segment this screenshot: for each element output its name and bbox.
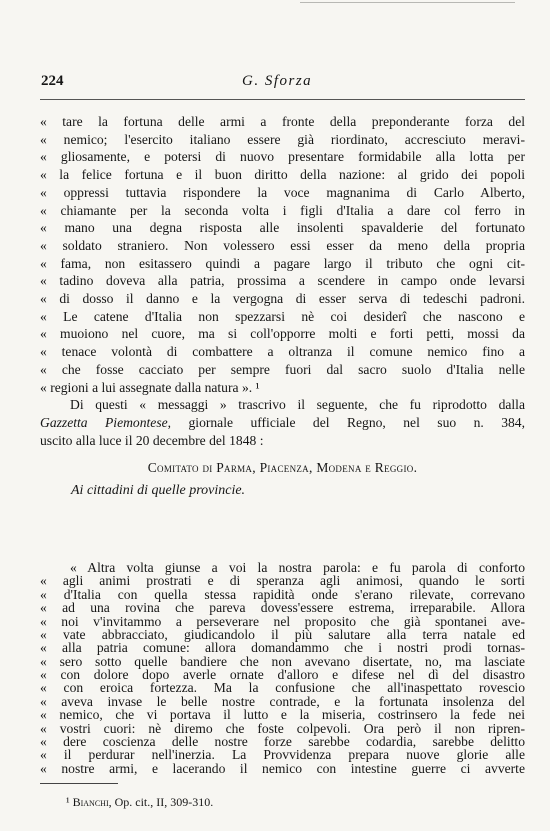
proclamation-line: « nemico, che vi portava il lutto e la miseria, costrinsero la fede nei: [40, 707, 525, 723]
proclamation-line: « d'Italia con quella stessa rapidità onde s'erano rilevate, correvano: [40, 586, 525, 602]
proclamation-line: « con eroica fortezza. Ma la confusione che all'inaspettato rovescio: [40, 680, 525, 696]
quote-line: « la felice fortuna e il buon diritto della nazione: al grido dei popoli: [40, 167, 525, 183]
top-edge-rule: [300, 2, 515, 3]
quote-line: « soldato straniero. Non volessero essi esser da meno della propria: [40, 237, 525, 253]
proclamation-line: « noi v'invitammo a perseverare nel proposito che già spontanei ave-: [40, 613, 525, 629]
proclamation-line: « con dolore dopo averle ornate d'alloro e difese nel dì del disastro: [40, 667, 525, 682]
footnote-citation: , Op. cit., II, 309-310.: [108, 795, 214, 809]
quote-line: « regioni a lui assegnate dalla natura ». ¹: [40, 379, 260, 395]
proclamation-line: « alla patria comune: allora domandammo che i nostri prodi tornas-: [40, 640, 525, 656]
page-number: 224: [41, 73, 64, 89]
proclamation-line: « nostre armi, e lacerando il nemico con intestine guerre ci avverte: [40, 760, 525, 776]
quote-line: « che fosse cacciato per sempre fuori dal sacro suolo d'Italia nelle: [40, 361, 525, 377]
intro-line-2: [40, 414, 525, 432]
proclamation-line: « vate abbracciato, giudicandolo il più salutare alla terra natale ed: [40, 626, 525, 642]
addressee: Ai cittadini di quelle provincie.: [71, 483, 246, 499]
proclamation-line: « Altra volta giunse a voi la nostra parola: e fu parola di conforto: [70, 560, 525, 575]
proclamation-line: « vostri cuori: nè diremo che foste colpevoli. Ora però il non ripren-: [40, 720, 525, 736]
quote-line: « oppressi tuttavia rispondere la voce magnanima di Carlo Alberto,: [40, 184, 525, 200]
proclamation-line: « sero sotto quelle bandiere che non avevano disertate, no, ma lasciate: [40, 653, 525, 669]
quote-line: « tadino doveva alla patria, prossima a scendere in campo onde levarsi: [40, 273, 525, 289]
quote-line: « fama, non esitassero quindi a pagare largo il tributo che ogni cit-: [40, 255, 525, 271]
section-title: Comitato di Parma, Piacenza, Modena e Reggio.: [147, 460, 418, 476]
quote-line: « tare la fortuna delle armi a fronte della preponderante forza del: [40, 114, 525, 129]
quote-line: « mano una degna risposta alle insolenti spavalderie del fortunato: [40, 220, 525, 236]
proclamation-line: « il perdurar nell'inerzia. La Provvidenza prepara nuove glorie alle: [40, 747, 525, 763]
proclamation-line: « aveva invase le belle nostre contrade, e la fortunata insolenza del: [40, 693, 525, 709]
footnote: [66, 795, 213, 810]
quote-line: « gliosamente, e potersi di nuovo presentare formidabile alla lotta per: [40, 149, 525, 165]
quote-line: « di dosso il danno e la vergogna di esser serva di tedeschi padroni.: [40, 291, 525, 306]
footnote-author: Bianchi: [72, 795, 109, 809]
quote-line: « nemico; l'esercito italiano essere già riordinato, accresciuto meravi-: [40, 131, 525, 147]
proclamation-line: « agli animi prostrati e di speranza agli animosi, quando le sorti: [40, 573, 525, 589]
intro-line: uscito alla luce il 20 decembre del 1848 :: [40, 432, 264, 448]
newspaper-title: Gazzetta Piemontese: [40, 414, 168, 430]
footnote-marker: ¹: [66, 795, 70, 809]
footnote-rule: [40, 783, 118, 784]
intro-line: Di questi « messaggi » trascrivo il seguente, che fu riprodotto dalla: [70, 397, 525, 413]
quote-line: « chiamante per la seconda volta i figli d'Italia a dare col ferro in: [40, 202, 525, 218]
proclamation-line: « ad una rovina che pareva dovess'essere estrema, irreparabile. Allora: [40, 600, 525, 616]
quote-line: « Le catene d'Italia non spezzarsi nè coi desiderî che nascono e: [40, 308, 525, 324]
running-head: G. Sforza: [242, 73, 313, 89]
header-rule: [40, 99, 525, 100]
proclamation-line: « dere coscienza delle nostre forze sarebbe codardia, sarebbe delitto: [40, 733, 525, 749]
quote-line: « muoiono nel cuore, ma si coll'opporre molti e forti petti, mossi da: [40, 326, 525, 342]
quote-line: « tenace volontà di combattere a oltranza il comune nemico fino a: [40, 344, 525, 360]
intro-line-2-rest: , giornale ufficiale del Regno, nel suo n. 384,: [167, 414, 525, 430]
